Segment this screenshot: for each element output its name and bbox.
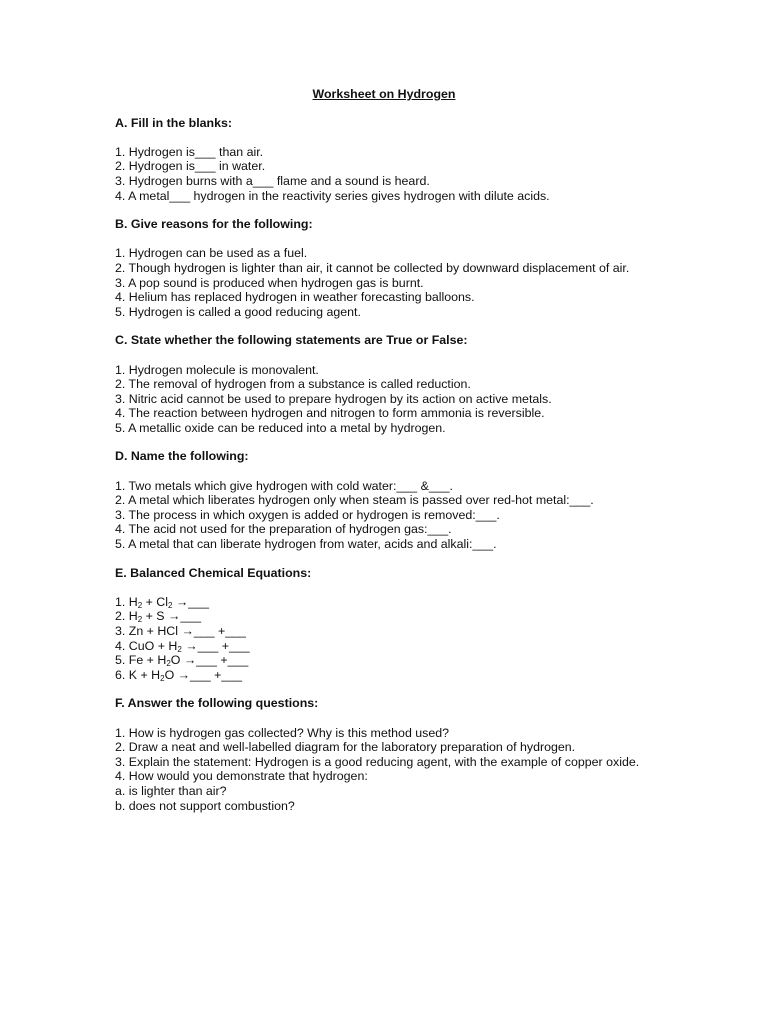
eq-text: 5. Fe + H: [115, 653, 167, 668]
list-item: 1. Hydrogen is___ than air.: [115, 144, 264, 159]
subscript: 2: [160, 673, 165, 683]
section-d-heading: D. Name the following:: [115, 449, 249, 464]
equation-item: [115, 595, 650, 610]
list-item: 2. A metal which liberates hydrogen only when steam is passed over red-hot metal:___.: [115, 493, 594, 508]
section-c-list: [115, 363, 650, 436]
section-a-heading: A. Fill in the blanks:: [115, 115, 233, 130]
list-item: 2. The removal of hydrogen from a substance is called reduction.: [115, 377, 471, 392]
equation-item: [115, 653, 650, 668]
list-item: 4. A metal___ hydrogen in the reactivity series gives hydrogen with dilute acids.: [115, 188, 550, 203]
equation-item: 3. Zn + HCl →___ +___: [115, 624, 246, 638]
page-title: Worksheet on Hydrogen: [312, 87, 456, 101]
list-item: 3. Explain the statement: Hydrogen is a good reducing agent, with the example of copper oxide.: [115, 754, 640, 769]
list-item: 2. Draw a neat and well-labelled diagram for the laboratory preparation of hydrogen.: [115, 740, 576, 755]
eq-text: O →___ +___: [164, 667, 243, 682]
list-item: 3. A pop sound is produced when hydrogen gas is burnt.: [115, 275, 424, 290]
list-item: 4. The reaction between hydrogen and nitrogen to form ammonia is reversible.: [115, 406, 545, 421]
section-e-heading: E. Balanced Chemical Equations:: [115, 565, 312, 580]
list-item: 1. How is hydrogen gas collected? Why is this method used?: [115, 725, 450, 740]
equation-item: [115, 639, 650, 654]
list-item: 3. Hydrogen burns with a___ flame and a sound is heard.: [115, 173, 430, 188]
section-b-list: [115, 246, 650, 319]
subscript: 2: [137, 615, 143, 625]
list-item: 5. Hydrogen is called a good reducing agent.: [115, 304, 361, 319]
section-d-list: [115, 479, 650, 552]
subscript: 2: [177, 644, 182, 654]
subscript: 2: [137, 600, 143, 610]
section-e-list: [115, 595, 650, 683]
eq-text: 6. K + H: [115, 667, 161, 682]
sub-list-item: a. is lighter than air?: [115, 783, 227, 798]
list-item: 2. Hydrogen is___ in water.: [115, 159, 266, 174]
list-item: 2. Though hydrogen is lighter than air, it cannot be collected by downward displacement of air.: [115, 260, 630, 275]
list-item: 5. A metal that can liberate hydrogen from water, acids and alkali:___.: [115, 537, 497, 552]
sub-list-item: b. does not support combustion?: [115, 798, 295, 813]
eq-text: →___ +___: [181, 638, 250, 653]
list-item: 1. Hydrogen molecule is monovalent.: [115, 362, 319, 377]
subscript: 2: [168, 600, 173, 610]
list-item: 4. The acid not used for the preparation of hydrogen gas:___.: [115, 522, 452, 537]
list-item: 1. Two metals which give hydrogen with cold water:___ &___.: [115, 478, 453, 493]
section-f-list: [115, 726, 650, 814]
list-item: 3. The process in which oxygen is added or hydrogen is removed:___.: [115, 507, 500, 522]
eq-text: 4. CuO + H: [115, 638, 178, 653]
eq-text: 1. H: [115, 594, 138, 609]
eq-text: + S →___: [142, 609, 202, 624]
list-item: 5. A metallic oxide can be reduced into a metal by hydrogen.: [115, 420, 446, 435]
equation-item: [115, 609, 650, 624]
eq-text: O →___ +___: [170, 653, 249, 668]
section-a-list: [115, 145, 650, 203]
list-item: 4. How would you demonstrate that hydrogen:: [115, 769, 368, 784]
section-b-heading: B. Give reasons for the following:: [115, 217, 313, 232]
eq-text: 2. H: [115, 609, 138, 624]
worksheet-page: [115, 87, 650, 827]
eq-text: →___: [172, 594, 209, 609]
equation-item: [115, 668, 650, 683]
list-item: 4. Helium has replaced hydrogen in weather forecasting balloons.: [115, 290, 475, 305]
section-f-heading: F. Answer the following questions:: [115, 696, 319, 711]
list-item: 3. Nitric acid cannot be used to prepare hydrogen by its action on active metals.: [115, 391, 552, 406]
list-item: 1. Hydrogen can be used as a fuel.: [115, 246, 308, 261]
subscript: 2: [166, 659, 171, 669]
section-c-heading: C. State whether the following statements are True or False:: [115, 333, 468, 348]
eq-text: + Cl: [142, 594, 169, 609]
